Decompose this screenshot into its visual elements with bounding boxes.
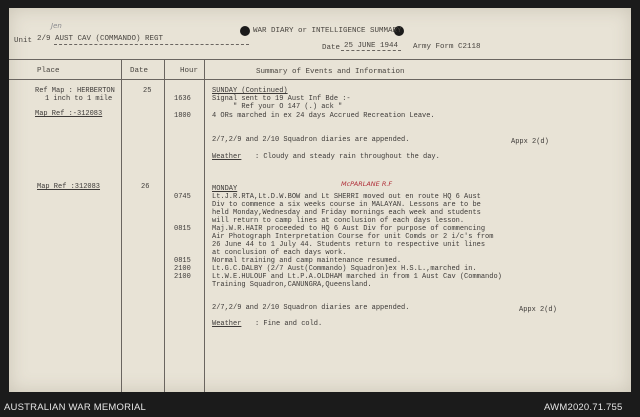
footer-accession: AWM2020.71.755 bbox=[544, 402, 623, 413]
entry-line: 4 ORs marched in ex 24 days Accrued Recreation Leave. bbox=[212, 112, 435, 120]
punch-hole bbox=[240, 26, 250, 36]
entry-line: Maj.W.R.HAIR proceeded to HQ 6 Aust Div for purpose of commencing bbox=[212, 225, 486, 233]
form-label: Army Form C2118 bbox=[413, 43, 481, 51]
unit-dotted-line bbox=[54, 44, 249, 45]
entry-line: Lt.W.E.HULOUF and Lt.P.A.OLDHAM marched in from 1 Aust Cav (Commando) bbox=[212, 273, 502, 281]
unit-value: 2/9 AUST CAV (COMMANDO) REGT bbox=[37, 35, 164, 43]
entry-hour: 0815 bbox=[174, 257, 191, 265]
entry-line: at conclusion of each days work. bbox=[212, 249, 347, 257]
place-map-ref: Map Ref :-312083 bbox=[35, 110, 103, 118]
entry-hour: 2100 bbox=[174, 273, 191, 281]
place-scale: 1 inch to 1 mile bbox=[45, 95, 113, 103]
column-divider bbox=[121, 60, 122, 392]
date-label: Date bbox=[322, 44, 341, 52]
column-divider bbox=[204, 60, 205, 392]
entry-line: Air Photograph Interpretation Course for unit Comds or 2 i/c's from bbox=[212, 233, 494, 241]
column-divider bbox=[164, 60, 165, 392]
header-rule-top bbox=[9, 59, 631, 60]
entry-line: held Monday,Wednesday and Friday mornings each week and students bbox=[212, 209, 481, 217]
column-place: Place bbox=[37, 67, 60, 75]
weather-value: : Cloudy and steady rain throughout the day. bbox=[255, 153, 440, 161]
column-hour: Hour bbox=[180, 67, 199, 75]
document-title: WAR DIARY or INTELLIGENCE SUMMARY bbox=[253, 27, 402, 35]
diary-page bbox=[9, 8, 631, 392]
entry-line: Lt.G.C.DALBY (2/7 Aust(Commando) Squadron)ex H.S.L.,marched in. bbox=[212, 265, 477, 273]
column-date: Date bbox=[130, 67, 149, 75]
entry-hour: 2100 bbox=[174, 265, 191, 273]
entry-line: 26 June 44 to 1 July 44. Students return to respective unit lines bbox=[212, 241, 486, 249]
entry-appendix: Appx 2(d) bbox=[511, 138, 549, 146]
entry-hour: 0815 bbox=[174, 225, 191, 233]
weather-label: Weather bbox=[212, 153, 242, 161]
handwritten-annotation: McPARLANE R.F bbox=[341, 180, 393, 188]
entry-diaries: 2/7,2/9 and 2/10 Squadron diaries are appended. bbox=[212, 136, 410, 144]
column-summary: Summary of Events and Information bbox=[256, 68, 405, 76]
place-map-ref: Map Ref :312083 bbox=[37, 183, 101, 191]
entry-line: Div to commence a six weeks course in MALAYAN. Lessons are to be bbox=[212, 201, 481, 209]
entry-hour: 1636 bbox=[174, 95, 191, 103]
place-ref: Ref Map : HERBERTON bbox=[35, 87, 115, 95]
weather-label: Weather bbox=[212, 320, 242, 328]
entry-day: SUNDAY (Continued) bbox=[212, 87, 288, 95]
entry-line: will return to camp lines at conclusion of each days lesson. bbox=[212, 217, 465, 225]
unit-label: Unit bbox=[14, 37, 33, 45]
pencil-note: Jen bbox=[51, 22, 62, 30]
date-dotted-line bbox=[341, 50, 401, 51]
entry-date: 26 bbox=[141, 183, 150, 191]
entry-line: " Ref your O 147 (.) ack " bbox=[233, 103, 343, 111]
entry-line: Training Squadron,CANUNGRA,Queensland. bbox=[212, 281, 372, 289]
entry-hour: 0745 bbox=[174, 193, 191, 201]
entry-day: MONDAY bbox=[212, 185, 238, 193]
entry-appendix: Appx 2(d) bbox=[519, 306, 557, 314]
header-rule-bottom bbox=[9, 79, 631, 80]
entry-line: Signal sent to 19 Aust Inf Bde :- bbox=[212, 95, 351, 103]
entry-hour: 1800 bbox=[174, 112, 191, 120]
entry-line: Normal training and camp maintenance resumed. bbox=[212, 257, 402, 265]
entry-date: 25 bbox=[143, 87, 152, 95]
date-value: 25 JUNE 1944 bbox=[344, 42, 399, 50]
footer-credit: AUSTRALIAN WAR MEMORIAL bbox=[4, 402, 147, 413]
weather-value: : Fine and cold. bbox=[255, 320, 323, 328]
entry-diaries: 2/7,2/9 and 2/10 Squadron diaries are appended. bbox=[212, 304, 410, 312]
entry-line: Lt.J.R.RTA,Lt.D.W.BOW and Lt SHERRI moved out en route HQ 6 Aust bbox=[212, 193, 481, 201]
